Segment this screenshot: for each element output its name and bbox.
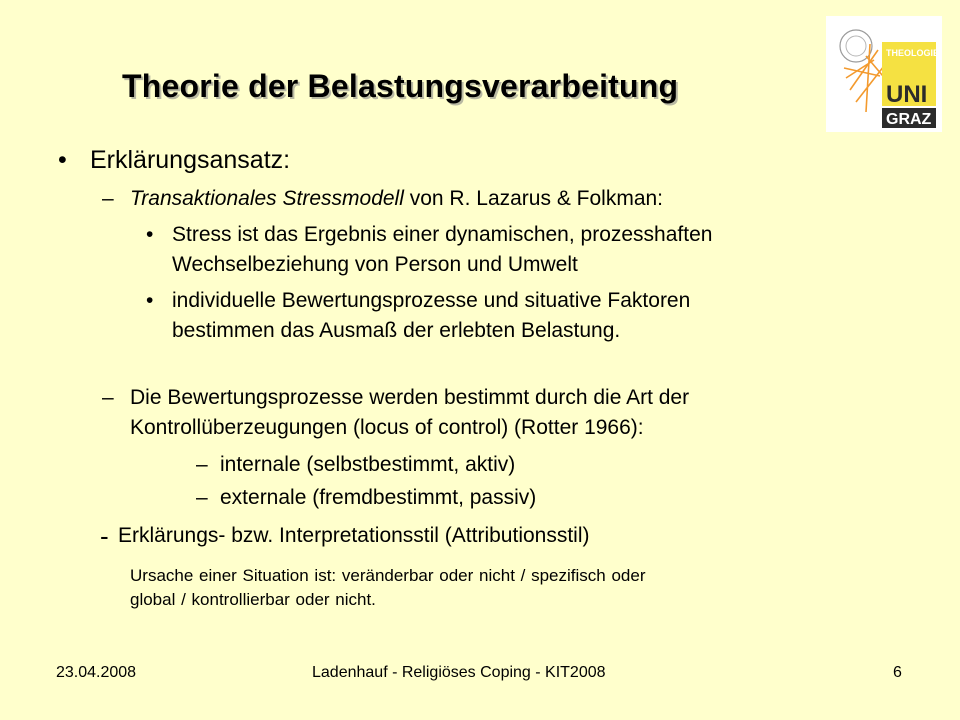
- note-line-2: global / kontrollierbar oder nicht.: [130, 590, 376, 609]
- footer-page-number: 6: [893, 664, 902, 681]
- note-ursache: [130, 564, 645, 612]
- bullet-line-1: individuelle Bewertungsprozesse und situative Faktoren: [172, 289, 691, 312]
- sub-line-2: Kontrollüberzeugungen (locus of control) (Rotter 1966):: [130, 416, 644, 439]
- slide-title: Theorie der Belastungsverarbeitung: [122, 68, 679, 104]
- item-text: externale (fremdbestimmt, passiv): [220, 486, 537, 509]
- logo-text-uni: UNI: [886, 81, 928, 108]
- bullet-marker: •: [146, 223, 154, 246]
- model-name: Transaktionales Stressmodell: [130, 187, 404, 210]
- footer-title: Ladenhauf - Religiöses Coping - KIT2008: [312, 664, 606, 681]
- dash-marker: –: [196, 453, 208, 476]
- dash-marker: –: [102, 386, 114, 409]
- bullet-line-2: Wechselbeziehung von Person und Umwelt: [172, 253, 578, 276]
- sub-line-1: Die Bewertungsprozesse werden bestimmt durch die Art der: [130, 386, 690, 409]
- bullet-text: Erklärungsansatz:: [90, 146, 291, 174]
- hyphen-marker: -: [100, 521, 109, 551]
- bullet-marker: •: [58, 146, 67, 174]
- logo-text-graz: GRAZ: [886, 111, 932, 128]
- dash-marker: –: [196, 486, 208, 509]
- uni-graz-logo: [826, 16, 942, 132]
- dash-marker: –: [102, 187, 114, 210]
- note-line-1: Ursache einer Situation ist: veränderbar oder nicht / spezifisch oder: [130, 566, 646, 585]
- sub-text: Erklärungs- bzw. Interpretationsstil (Attributionsstil): [118, 524, 590, 547]
- model-authors: von R. Lazarus & Folkman:: [403, 187, 664, 210]
- logo-graphic: [826, 16, 942, 132]
- footer-date: 23.04.2008: [56, 664, 137, 681]
- bullet-marker: •: [146, 289, 154, 312]
- item-text: internale (selbstbestimmt, aktiv): [220, 453, 516, 476]
- bullet-line-2: bestimmen das Ausmaß der erlebten Belastung.: [172, 319, 621, 342]
- bullet-line-1: Stress ist das Ergebnis einer dynamischen, prozesshaften: [172, 223, 713, 246]
- logo-text-theologie: THEOLOGIE: [886, 48, 940, 58]
